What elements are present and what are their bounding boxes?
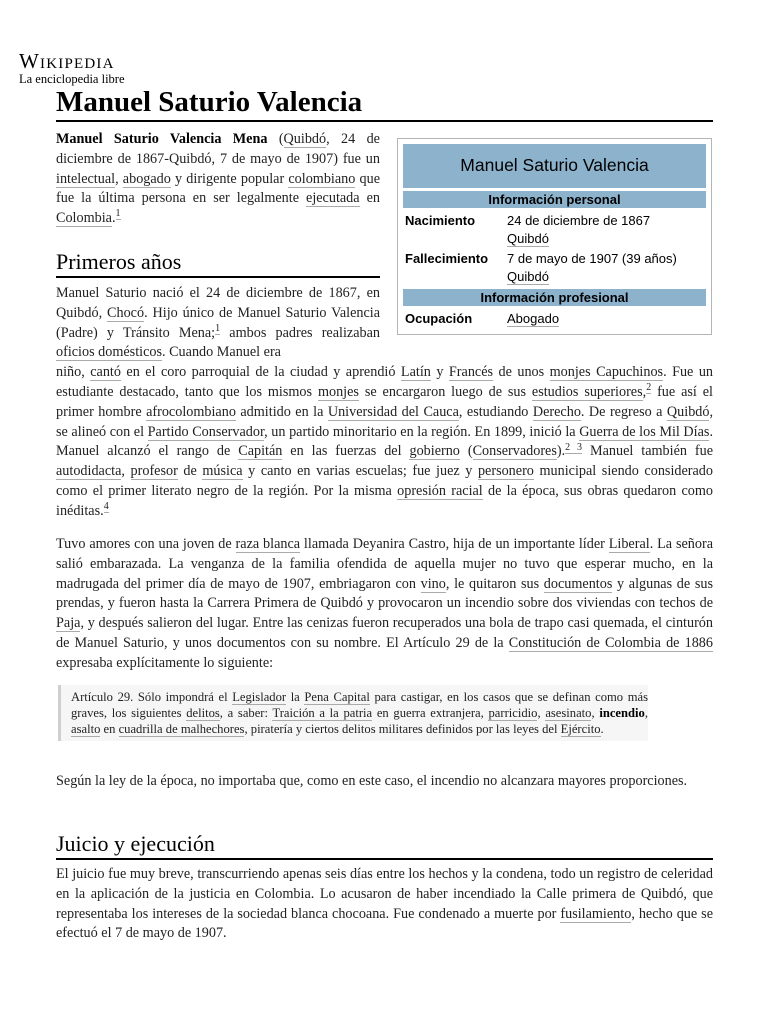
text: municipal siendo considerado como el primer literato negro de la región. Por la misma bbox=[56, 463, 713, 499]
infobox-label: Ocupación bbox=[405, 311, 473, 326]
link-universidad-del-cauca[interactable]: Universidad del Cauca bbox=[327, 403, 459, 420]
text: , bbox=[537, 706, 546, 720]
text: . Hijo único de Manuel Saturio Valencia (Padre) y Tránsito Mena; bbox=[56, 304, 381, 341]
text: , estudiando bbox=[458, 403, 533, 420]
article-subject-name: Manuel Saturio Valencia Mena bbox=[56, 131, 268, 147]
text: El juicio fue muy breve, transcurriendo apenas seis días entre los hechos y la condena, todo un registro de celeridad en la aplicación de la justicia en Colombia. Lo acusaron de haber incendiado la Calle primera de Quibdó, que representaba los intereses de la sociedad blanca chocoana. Fue condenado a muerte por bbox=[56, 866, 713, 922]
link-choco[interactable]: Chocó bbox=[107, 304, 145, 321]
link-parricidio[interactable]: parricidio bbox=[488, 706, 538, 720]
link-oficios-domesticos[interactable]: oficios domésticos bbox=[56, 344, 162, 361]
link-asesinato[interactable]: asesinato bbox=[545, 706, 592, 720]
infobox-section-professional: Información profesional bbox=[403, 289, 706, 306]
infobox-label: Fallecimiento bbox=[405, 251, 489, 266]
reference-link[interactable]: 1 bbox=[215, 322, 221, 334]
text: y algunas de sus prendas, y fueron hasta la Carrera Primera de Quibdó y provocaron un incendio sobre dos viviendas con techos de bbox=[56, 575, 713, 612]
bold-incendio: incendio bbox=[599, 706, 645, 720]
link-partido-conservador[interactable]: Partido Conservador bbox=[147, 423, 265, 440]
link-gobierno[interactable]: gobierno bbox=[409, 443, 460, 460]
heading-juicio-ejecucion: Juicio y ejecución bbox=[56, 830, 713, 860]
text: , piratería y ciertos delitos militares definidos por las leyes del bbox=[244, 722, 561, 736]
text: y dirigente popular bbox=[170, 170, 289, 187]
link-intelectual[interactable]: intelectual bbox=[56, 170, 116, 187]
text: . bbox=[111, 210, 116, 227]
link-quibdo[interactable]: Quibdó bbox=[666, 403, 710, 420]
logo-wordmark: Wikipedia bbox=[19, 49, 115, 73]
link-delitos[interactable]: delitos bbox=[186, 706, 220, 720]
infobox bbox=[397, 138, 712, 335]
logo-tagline: La enciclopedia libre bbox=[19, 72, 125, 86]
text: de bbox=[177, 463, 203, 480]
text: de unos bbox=[493, 364, 550, 381]
reference-link[interactable]: 2 bbox=[646, 382, 652, 394]
link-birth-place[interactable]: Quibdó bbox=[507, 231, 549, 246]
link-opresion-racial[interactable]: opresión racial bbox=[397, 482, 483, 499]
text: y canto en varias escuelas; fue juez y bbox=[242, 463, 478, 480]
infobox-row-death bbox=[403, 249, 706, 287]
text: , bbox=[121, 463, 131, 480]
text: Según la ley de la época, no importaba que, como en este caso, el incendio no alcanzara mayores proporciones. bbox=[56, 773, 688, 789]
text: que fue la última persona en ser legalmente bbox=[56, 170, 380, 207]
link-monjes-capuchinos[interactable]: monjes Capuchinos bbox=[549, 364, 664, 381]
link-personero[interactable]: personero bbox=[477, 463, 534, 480]
text: Manuel también fue bbox=[582, 443, 714, 460]
birth-date: 24 de diciembre de 1867 bbox=[507, 213, 651, 228]
intro-paragraph bbox=[56, 130, 380, 229]
text: , le quitaron sus bbox=[445, 575, 544, 592]
link-profesor[interactable]: profesor bbox=[130, 463, 178, 480]
text: admitido en la bbox=[235, 403, 328, 420]
text: Artículo 29. Sólo impondrá el bbox=[71, 690, 233, 704]
link-colombiano[interactable]: colombiano bbox=[288, 170, 356, 187]
text: de la época, sus obras quedaron como inéditas. bbox=[56, 482, 713, 519]
paragraph-amores bbox=[56, 535, 713, 674]
text: . Fue un estudiante destacado, tanto que los mismos bbox=[56, 364, 714, 400]
text: niño, bbox=[56, 364, 91, 381]
text: , bbox=[115, 170, 123, 187]
text: Tuvo amores con una joven de bbox=[56, 536, 236, 552]
link-legislador[interactable]: Legislador bbox=[232, 690, 287, 704]
text: se encargaron luego de sus bbox=[358, 383, 532, 400]
quote-articulo-29 bbox=[58, 685, 648, 741]
infobox-section-personal: Información personal bbox=[403, 191, 706, 208]
text: para castigar, en los casos que se definan como más graves, los siguientes bbox=[71, 690, 648, 720]
link-ejecutada[interactable]: ejecutada bbox=[306, 190, 360, 207]
link-occupation[interactable]: Abogado bbox=[507, 311, 560, 326]
link-conservadores[interactable]: Conservadores bbox=[472, 443, 557, 460]
text: . Manuel alcanzó el rango de bbox=[56, 423, 713, 460]
link-liberal[interactable]: Liberal bbox=[608, 536, 650, 552]
infobox-row-birth bbox=[403, 211, 706, 249]
infobox-value bbox=[507, 212, 706, 248]
link-guerra-mil-dias[interactable]: Guerra de los Mil Días bbox=[579, 423, 710, 440]
link-derecho[interactable]: Derecho bbox=[532, 403, 581, 420]
text: . La señora salió embarazada. La venganza de la familia ofendida de aquella mujer no tuvo que esperar mucho, en la madrugada del primer día de mayo de 1907, embriagaron con bbox=[56, 536, 713, 592]
link-cuadrilla-malhechores[interactable]: cuadrilla de malhechores bbox=[118, 722, 245, 736]
link-pena-capital[interactable]: Pena Capital bbox=[304, 690, 370, 704]
text: , un partido minoritario en la región. En 1899, inició la bbox=[264, 423, 580, 440]
text: en bbox=[359, 190, 380, 207]
wikipedia-logo[interactable] bbox=[19, 50, 169, 86]
link-vino[interactable]: vino bbox=[420, 575, 446, 592]
link-canto[interactable]: cantó bbox=[90, 364, 121, 381]
page-title: Manuel Saturio Valencia bbox=[56, 84, 713, 122]
text: ( bbox=[267, 131, 284, 147]
link-constitucion-1886[interactable]: Constitución de Colombia de 1886 bbox=[508, 634, 713, 651]
death-date: 7 de mayo de 1907 (39 años) bbox=[507, 251, 677, 266]
link-ejercito[interactable]: Ejército bbox=[560, 722, 601, 736]
text: en guerra extranjera, bbox=[372, 706, 489, 720]
link-death-place[interactable]: Quibdó bbox=[507, 269, 549, 284]
link-latin[interactable]: Latín bbox=[400, 364, 431, 381]
reference-link[interactable]: 4 bbox=[103, 501, 109, 513]
text: Manuel Saturio nació el 24 de diciembre de 1867, en Quibdó, bbox=[56, 285, 380, 321]
link-abogado[interactable]: abogado bbox=[122, 170, 171, 187]
reference-link[interactable]: 2 3 bbox=[565, 441, 583, 453]
text: y bbox=[430, 364, 449, 381]
infobox-title: Manuel Saturio Valencia bbox=[403, 144, 706, 188]
link-paja[interactable]: Paja bbox=[56, 615, 81, 632]
text: , y después salieron del lugar. Entre las cenizas fueron recuperados una bola de trapo casi quemada, el cinturón de Manuel Saturio, y unos documentos con su nombre. El Artículo 29 de la bbox=[56, 615, 713, 651]
infobox-row-occupation bbox=[403, 309, 706, 329]
link-fusilamiento[interactable]: fusilamiento bbox=[560, 905, 632, 922]
text: llamada Deyanira Castro, hija de un importante líder bbox=[300, 536, 609, 552]
text: ambos padres realizaban bbox=[220, 324, 380, 341]
text: . De regreso a bbox=[580, 403, 667, 420]
text: , bbox=[591, 706, 600, 720]
text: la bbox=[286, 690, 305, 704]
infobox-value bbox=[507, 310, 706, 328]
text: en bbox=[100, 722, 119, 736]
text: , hecho que se efectuó el 7 de mayo de 1907. bbox=[56, 905, 713, 942]
text: , bbox=[642, 383, 647, 400]
text: fue así el primer hombre bbox=[56, 383, 713, 420]
link-capitan[interactable]: Capitán bbox=[238, 443, 283, 460]
text: en el coro parroquial de la ciudad y aprendió bbox=[120, 364, 401, 381]
text: , bbox=[644, 706, 648, 720]
link-asalto[interactable]: asalto bbox=[71, 722, 101, 736]
text: . bbox=[600, 722, 604, 736]
text: en las fuerzas del bbox=[282, 443, 410, 460]
infobox-value bbox=[507, 250, 706, 286]
text: , se alineó con el bbox=[56, 403, 714, 440]
link-estudios-superiores[interactable]: estudios superiores bbox=[531, 383, 643, 400]
link-documentos[interactable]: documentos bbox=[543, 575, 613, 592]
link-colombia[interactable]: Colombia bbox=[56, 210, 112, 227]
link-autodidacta[interactable]: autodidacta bbox=[56, 463, 122, 480]
link-musica[interactable]: música bbox=[202, 463, 243, 480]
text: ( bbox=[459, 443, 473, 460]
link-traicion-patria[interactable]: Traición a la patria bbox=[272, 706, 373, 720]
text: , a saber: bbox=[219, 706, 273, 720]
link-quibdo[interactable]: Quibdó bbox=[283, 131, 327, 147]
link-frances[interactable]: Francés bbox=[448, 364, 494, 381]
paragraph-ley bbox=[56, 772, 713, 792]
text: , 24 de diciembre de 1867-Quibdó, 7 de mayo de 1907) fue un bbox=[56, 131, 380, 167]
text: expresaba explícitamente lo siguiente: bbox=[56, 654, 274, 671]
section-juicio bbox=[56, 865, 713, 944]
text: . Cuando Manuel era bbox=[162, 344, 281, 361]
link-monjes[interactable]: monjes bbox=[317, 383, 359, 400]
infobox-label: Nacimiento bbox=[405, 213, 476, 228]
heading-primeros-anos: Primeros años bbox=[56, 248, 380, 278]
reference-link[interactable]: 1 bbox=[115, 208, 121, 220]
text: ). bbox=[556, 443, 566, 460]
link-raza-blanca[interactable]: raza blanca bbox=[235, 536, 301, 552]
link-afrocolombiano[interactable]: afrocolombiano bbox=[146, 403, 236, 420]
